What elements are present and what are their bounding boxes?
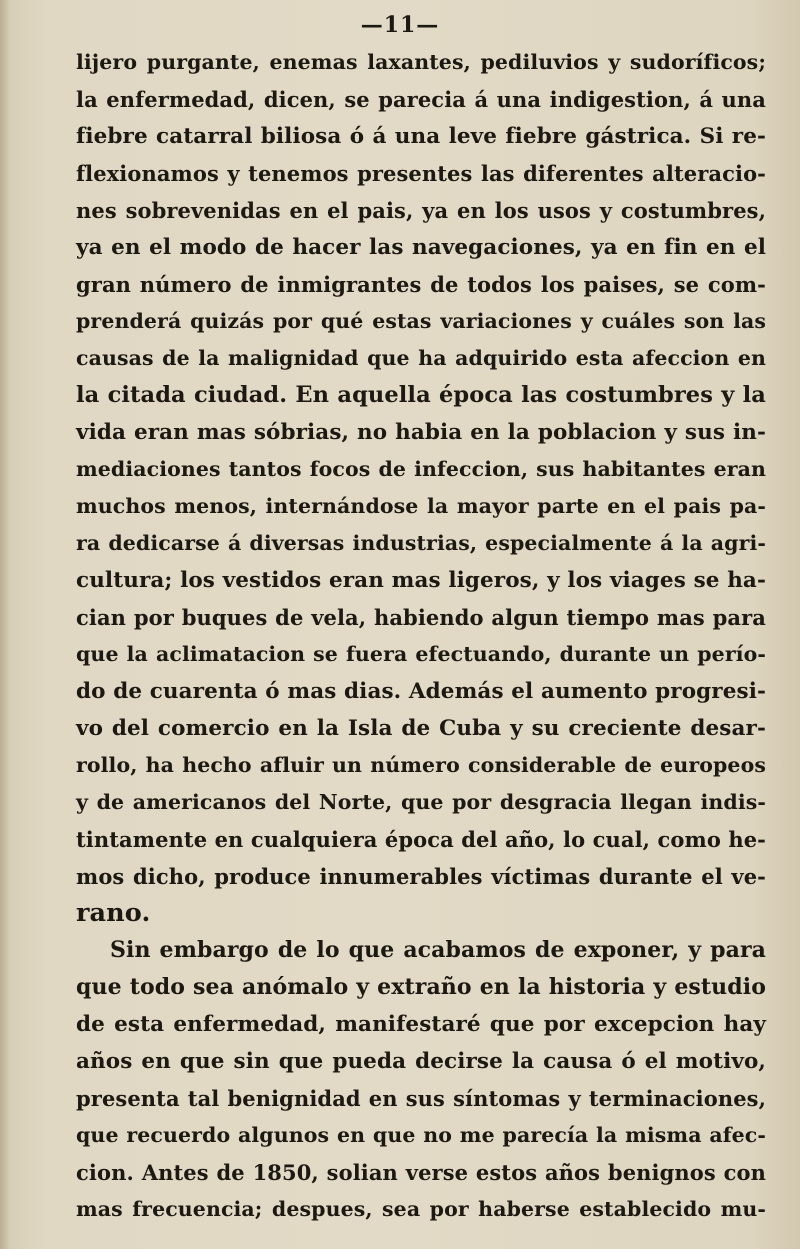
body-text (76, 44, 766, 1228)
text-line: cian por buques de vela, habiendo algun tiempo mas para (76, 605, 766, 630)
text-line: vo del comercio en la Isla de Cuba y su creciente desar- (76, 716, 766, 741)
text-line: cultura; los vestidos eran mas ligeros, y los viages se ha- (76, 568, 766, 593)
text-line: ya en el modo de hacer las navegaciones, ya en fin en el (76, 235, 766, 260)
text-line: vida eran mas sóbrias, no habia en la poblacion y sus in- (76, 420, 766, 445)
text-line: mas frecuencia; despues, sea por haberse establecido mu- (76, 1197, 766, 1221)
text-line: años en que sin que pueda decirse la causa ó el motivo, (76, 1049, 766, 1074)
text-line: flexionamos y tenemos presentes las diferentes alteracio- (76, 161, 766, 186)
text-line: lijero purgante, enemas laxantes, pediluvios y sudoríficos; (76, 50, 766, 74)
text-line: gran número de inmigrantes de todos los paises, se com- (76, 272, 766, 297)
text-line: y de americanos del Norte, que por desgracia llegan indis- (76, 790, 766, 814)
page-gutter-shadow (0, 0, 10, 1249)
text-line: fiebre catarral biliosa ó á una leve fiebre gástrica. Si re- (76, 124, 766, 149)
text-line: muchos menos, internándose la mayor parte en el pais pa- (76, 494, 766, 518)
text-line: la citada ciudad. En aquella época las costumbres y la (76, 382, 766, 408)
text-line: presenta tal benignidad en sus síntomas y terminaciones, (76, 1086, 766, 1111)
page-number: —11— (360, 12, 440, 38)
text-line: causas de la malignidad que ha adquirido esta afeccion en (76, 346, 766, 370)
text-line: que todo sea anómalo y extraño en la historia y estudio (76, 974, 766, 1000)
text-line: nes sobrevenidas en el pais, ya en los usos y costumbres, (76, 198, 766, 223)
text-line: prenderá quizás por qué estas variaciones y cuáles son las (76, 309, 766, 333)
text-line: do de cuarenta ó mas dias. Además el aumento progresi- (76, 679, 766, 704)
text-line: que la aclimatacion se fuera efectuando, durante un perío- (76, 642, 766, 666)
text-line: rano. (76, 898, 151, 928)
text-line: que recuerdo algunos en que no me parecía la misma afec- (76, 1123, 766, 1147)
text-line: tintamente en cualquiera época del año, lo cual, como he- (76, 827, 766, 852)
text-line: de esta enfermedad, manifestaré que por excepcion hay (76, 1012, 766, 1037)
text-line: rollo, ha hecho afluir un número considerable de europeos (76, 753, 766, 777)
text-line: cion. Antes de 1850, solian verse estos años benignos con (76, 1160, 766, 1185)
text-line: la enfermedad, dicen, se parecia á una indigestion, á una (76, 87, 766, 112)
text-line: Sin embargo de lo que acabamos de exponer, y para (110, 937, 766, 963)
text-line: mos dicho, produce innumerables víctimas durante el ve- (76, 864, 766, 889)
text-line: ra dedicarse á diversas industrias, especialmente á la agri- (76, 531, 766, 555)
text-line: mediaciones tantos focos de infeccion, sus habitantes eran (76, 457, 766, 481)
